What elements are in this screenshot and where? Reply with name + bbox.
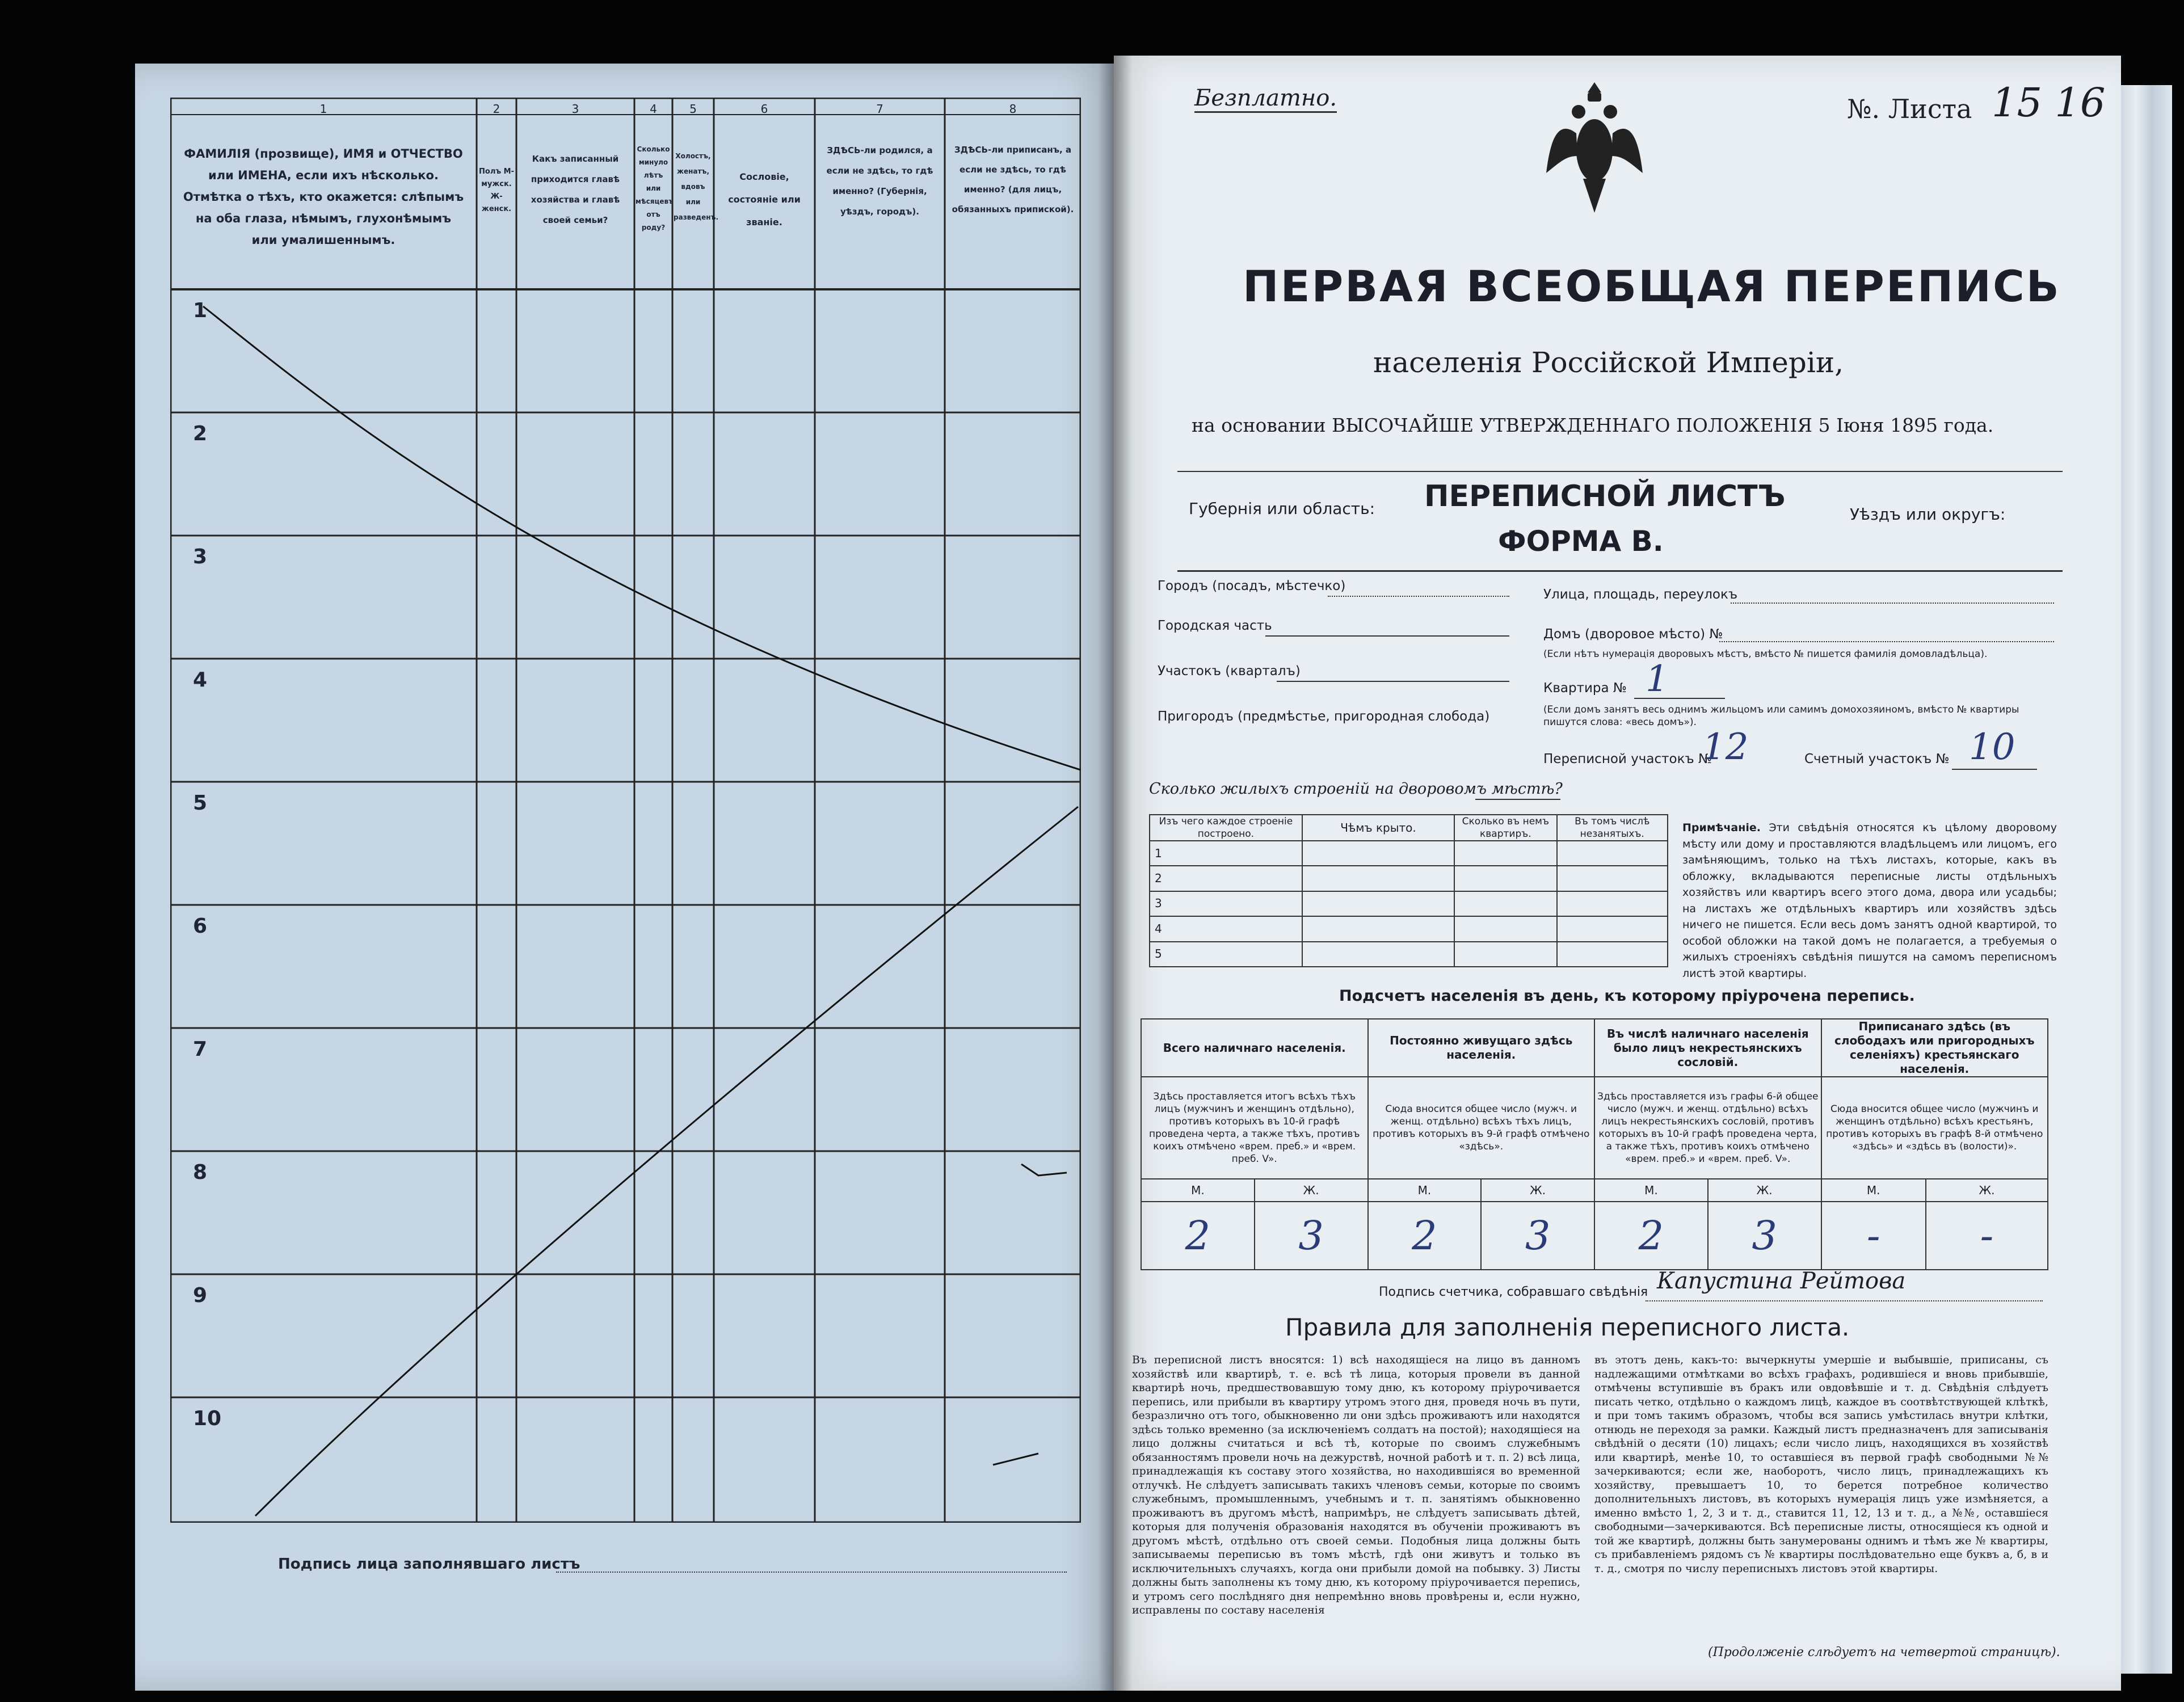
- apartment-note: (Если домъ занятъ весь однимъ жильцомъ или самимъ домохозяиномъ, вмѣсто № квартиры пишутся слова: «весь домъ»).: [1543, 704, 2019, 728]
- tally-m-label: М.: [1368, 1179, 1482, 1202]
- house-note: (Если нѣтъ нумерація дворовыхъ мѣстъ, вмѣсто № пишется фамилія домовладѣльца).: [1543, 648, 1988, 660]
- tally-zh-label: Ж.: [1926, 1179, 2048, 1202]
- header-rule: [1177, 570, 2063, 572]
- column-number: 3: [571, 102, 579, 116]
- rules-title: Правила для заполненія переписного листа.: [1285, 1313, 1850, 1341]
- tally-title: Подсчетъ населенія въ день, къ которому пріурочена перепись.: [1339, 987, 1915, 1005]
- census-area-label: Переписной участокъ №: [1543, 752, 1712, 766]
- sheet-number-handwritten: 15 16: [1992, 79, 2106, 126]
- buildings-header: Въ томъ числѣ незанятыхъ.: [1557, 815, 1668, 841]
- counting-area-value: 10: [1969, 726, 2015, 768]
- tally-value: 2: [1594, 1202, 1708, 1270]
- header-registered-column: ЗДѢСЬ-ли приписанъ, а если не здѣсь, то гдѣ именно? (для лицъ, обязанныхъ припиской).: [952, 145, 1074, 214]
- city-part-field: [1265, 635, 1509, 637]
- buildings-field: [1475, 799, 1560, 800]
- buildings-header: Чѣмъ крыто.: [1302, 815, 1454, 841]
- tally-desc-permanent: Сюда вносится общее число (мужч. и женщ. отдѣльно) всѣхъ тѣхъ лицъ, противъ которыхъ въ 9-й графѣ отмѣчено «здѣсь».: [1368, 1077, 1595, 1179]
- row-number: 7: [193, 1038, 208, 1061]
- row-number: 1: [193, 299, 208, 322]
- note-title: Примѣчаніе.: [1682, 821, 1761, 834]
- house-field: [1719, 641, 2054, 642]
- precinct-label: Участокъ (кварталъ): [1158, 664, 1301, 679]
- apartment-value: 1: [1646, 658, 1669, 700]
- counter-signature-label: Подпись счетчика, собравшаго свѣдѣнія: [1379, 1285, 1648, 1299]
- tally-header-nonpeasant: Въ числѣ наличнаго населенія было лицъ некрестьянскихъ сословій.: [1594, 1019, 1821, 1077]
- header-rule: [1177, 471, 2063, 472]
- book-spine: [1098, 51, 1132, 1696]
- header-age-column: Сколько минуло лѣтъ или мѣсяцевъ отъ роду?: [636, 145, 674, 231]
- tally-value: -: [1926, 1202, 2048, 1270]
- legal-basis: на основании ВЫСОЧАЙШЕ УТВЕРЖДЕННАГО ПОЛОЖЕНІЯ 5 Іюня 1895 года.: [1192, 414, 1994, 436]
- district-label: Уѣздъ или округъ:: [1850, 505, 2006, 524]
- buildings-header: Изъ чего каждое строеніе построено.: [1150, 815, 1302, 841]
- sheet-number-label: №. Листа: [1847, 94, 1972, 124]
- precinct-field: [1277, 681, 1509, 682]
- city-field: [1328, 596, 1509, 597]
- street-label: Улица, площадь, переулокъ: [1543, 587, 1738, 602]
- tally-value: 2: [1368, 1202, 1482, 1270]
- tally-desc-nonpeasant: Здѣсь проставляется изъ графы 6-й общее число (мужч. и женщ. отдѣльно) всѣхъ лицъ некрестьянскихъ сословій, противъ которыхъ въ 10-й графѣ проведена черта, а также тѣхъ, противъ коихъ отмѣчено «врем. преб.» и «врем. преб. V».: [1594, 1077, 1821, 1179]
- tally-value: -: [1821, 1202, 1926, 1270]
- header-birthplace-column: ЗДѢСЬ-ли родился, а если не здѣсь, то гдѣ именно? (Губернія, уѣздъ, городъ).: [826, 145, 933, 217]
- rules-continued-note: (Продолженіе слѣдуетъ на четвертой страницѣ).: [1708, 1645, 2060, 1659]
- census-table-grid: [170, 98, 1081, 1523]
- census-person-table: [170, 98, 1081, 1523]
- apartment-label: Квартира №: [1543, 681, 1627, 696]
- buildings-row-number: 3: [1150, 891, 1302, 916]
- buildings-row-number: 1: [1150, 841, 1302, 866]
- tally-zh-label: Ж.: [1708, 1179, 1821, 1202]
- buildings-row-number: 5: [1150, 942, 1302, 967]
- free-label: Безплатно.: [1194, 85, 1337, 113]
- header-name-column: ФАМИЛІЯ (прозвище), ИМЯ и ОТЧЕСТВО или ИМЕНА, если ихъ нѣсколько. Отмѣтка о тѣхъ, кто окажется: слѣпымъ на оба глаза, нѣмымъ, глухонѣмымъ или умалишеннымъ.: [183, 147, 464, 247]
- column-number: 6: [760, 102, 768, 116]
- column-number: 4: [650, 102, 657, 116]
- tally-value: 3: [1481, 1202, 1594, 1270]
- column-number: 8: [1009, 102, 1017, 116]
- tally-value: 3: [1255, 1202, 1368, 1270]
- province-label: Губернія или область:: [1189, 499, 1375, 518]
- column-number: 5: [689, 102, 697, 116]
- row-number: 3: [193, 545, 208, 568]
- buildings-table: [1149, 814, 1668, 967]
- header-marital-column: Холостъ, женатъ, вдовъ или разведенъ.: [674, 152, 719, 221]
- row-number: 9: [193, 1284, 208, 1307]
- counter-signature-value: Капустина Рейтова: [1657, 1268, 1906, 1294]
- tally-m-label: М.: [1141, 1179, 1255, 1202]
- rules-text-left: Въ переписной листъ вносятся: 1) всѣ находящіеся на лицо въ данномъ хозяйствѣ или квартирѣ, т. е. всѣ тѣ лица, которыя провели въ данной квартирѣ ночь, предшествовавшую тому дню, къ которому пріурочивается перепись, или прибыли въ квартиру утромъ этого дня, проведя ночь въ пути, безразлично отъ того, обыкновенно ли они здѣсь проживаютъ или находятся здѣсь только временно (за исключеніемъ солдатъ на постой); находящіеся на лицо должны считаться и всѣ тѣ, которые по своимъ служебнымъ обязанностямъ провели ночь на дежурствѣ, ночной работѣ и т. п. 2) всѣ лица, принадлежащія къ составу этого хозяйства, но находившіяся во временной отлучкѣ. Не слѣдуетъ записывать такихъ членовъ семьи, которые по своимъ служебнымъ, промышленнымъ, учебнымъ и т. п. занятіямъ обыкновенно проживаютъ въ другомъ мѣстѣ, напримѣръ, не слѣдуетъ записывать дѣтей, которыя для полученія образованія находятся въ обученіи проживаютъ въ другомъ мѣстѣ, отдѣльно отъ своей семьи. Подобныя лица должны быть записываемы переписью въ томъ мѣстѣ, гдѣ они живутъ и только въ исключительныхъ случаяхъ, когда они прибыли домой на побывку. 3) Листы должны быть заполнены къ тому дню, къ которому пріурочивается перепись, и утромъ сего послѣдняго дня непремѣнно вновь провѣрены и, если нужно, исправлены по составу населенія: [1132, 1354, 1580, 1616]
- buildings-row-number: 2: [1150, 866, 1302, 891]
- apartment-field: [1634, 698, 1725, 699]
- street-field: [1731, 603, 2054, 604]
- header-relation-column: Какъ записанный приходится главѣ хозяйства и главѣ своей семьи?: [531, 154, 620, 225]
- tally-desc-total: Здѣсь проставляется итогъ всѣхъ тѣхъ лицъ (мужчинъ и женщинъ отдѣльно), противъ которыхъ въ 10-й графѣ проведена черта, а также тѣхъ, противъ коихъ отмѣчено «врем. преб.» и «врем. преб. V».: [1141, 1077, 1368, 1179]
- suburb-label: Пригородъ (предмѣстье, пригородная слобода): [1158, 709, 1490, 724]
- tally-header-total: Всего наличнаго населенія.: [1141, 1019, 1368, 1077]
- tally-header-permanent: Постоянно живущаго здѣсь населенія.: [1368, 1019, 1595, 1077]
- back-sheets: [2121, 85, 2172, 1674]
- form-subtitle: ФОРМА В.: [1498, 525, 1664, 558]
- rules-text-right: въ этотъ день, какъ-то: вычеркнуты умершіе и выбывшіе, приписаны, съ надлежащими отмѣтками во всѣхъ графахъ, родившіеся и вновь прибывшіе, отмѣчены вступившіе въ бракъ или овдовѣвшіе и т. д. Свѣдѣнія слѣдуетъ писать четко, отдѣльно о каждомъ лицѣ, каждое въ соотвѣтствующей клѣткѣ, и при томъ такимъ образомъ, чтобы вся запись умѣстилась внутри клѣтки, отнюдь не переходя за рамки. Каждый листъ предназначенъ для записыванія свѣдѣній о десяти (10) лицахъ; если число лицъ, находящихся въ хозяйствѣ или квартирѣ, менѣе 10, то оставшіеся въ первой графѣ свободными №№ зачеркиваются; если же, наоборотъ, число лицъ, принадлежащихъ къ хозяйству, превышаетъ 10, то берется потребное количество дополнительныхъ листовъ, въ которыхъ нумерація лицъ уже измѣняется, а именно вмѣсто 1, 2, 3 и т. д., ставится 11, 12, 13 и т. д., а №№, оставшіеся свободными—зачеркиваются. Всѣ переписные листы, относящіеся къ одной и той же квартирѣ, должны быть занумерованы однимъ и тѣмъ же № квартиры, съ прибавленіемъ рядомъ съ № квартиры послѣдовательно еще буквъ а, б, в и т. д., смотря по числу переписныхъ листовъ этой квартиры.: [1594, 1354, 2048, 1575]
- header-estate-column: Сословіе, состояніе или званіе.: [728, 171, 801, 228]
- city-label: Городъ (посадъ, мѣстечко): [1158, 579, 1346, 593]
- buildings-row-number: 4: [1150, 916, 1302, 941]
- tally-m-label: М.: [1821, 1179, 1926, 1202]
- counting-area-label: Счетный участокъ №: [1804, 752, 1950, 766]
- counting-area-field: [1952, 769, 2037, 770]
- column-number: 2: [493, 102, 500, 116]
- page-subtitle: населенія Россійской Имперіи,: [1373, 346, 1844, 379]
- buildings-question: Сколько жилыхъ строеній на дворовомъ мѣстѣ?: [1149, 780, 1563, 798]
- house-label: Домъ (дворовое мѣсто) №: [1543, 627, 1723, 642]
- row-number: 8: [193, 1161, 208, 1184]
- header-sex-column: Полъ М-мужск. Ж-женск.: [479, 167, 514, 213]
- tally-header-peasant: Приписанаго здѣсь (въ слободахъ или пригородныхъ селеніяхъ) крестьянскаго населенія.: [1821, 1019, 2048, 1077]
- form-title: ПЕРЕПИСНОЙ ЛИСТЪ: [1424, 479, 1786, 513]
- tally-value: 2: [1141, 1202, 1255, 1270]
- column-number: 1: [319, 102, 327, 116]
- row-number: 6: [193, 915, 208, 938]
- row-number: 2: [193, 422, 208, 445]
- tally-desc-peasant: Сюда вносится общее число (мужчинъ и женщинъ отдѣльно) всѣхъ крестьянъ, противъ которыхъ въ графѣ 8-й отмѣчено «здѣсь» и «здѣсь въ (волости)».: [1821, 1077, 2048, 1179]
- row-number: 5: [193, 791, 208, 815]
- row-number: 10: [193, 1407, 222, 1430]
- tally-value: 3: [1708, 1202, 1821, 1270]
- tally-zh-label: Ж.: [1481, 1179, 1594, 1202]
- counter-signature-line: [1646, 1300, 2043, 1301]
- census-area-value: 12: [1702, 726, 1749, 768]
- note-text: Эти свѣдѣнія относятся къ цѣлому дворовому мѣсту или дому и проставляются владѣльцемъ или лицомъ, его замѣняющимъ, только на тѣхъ листахъ, которые, какъ въ обложку, вкладываются переписные листы отдѣльныхъ хозяйствъ или квартиръ всего этого дома, двора или усадьбы; на листахъ же отдѣльныхъ квартиръ или хозяйствъ здѣсь ничего не пишется. Если весь домъ занятъ одной квартирой, то особой обложки на такой домъ не полагается, а требуемыя о жилыхъ строеніяхъ свѣдѣнія пишутся на самомъ переписномъ листѣ этой квартиры.: [1682, 821, 2057, 980]
- double-headed-eagle-emblem: [1543, 77, 1646, 230]
- left-signature-line: [556, 1572, 1067, 1573]
- buildings-note: [1682, 820, 2057, 981]
- column-number: 7: [876, 102, 883, 116]
- tally-table: [1141, 1018, 2048, 1270]
- city-part-label: Городская часть: [1158, 618, 1272, 633]
- tally-zh-label: Ж.: [1255, 1179, 1368, 1202]
- tally-m-label: М.: [1594, 1179, 1708, 1202]
- left-signature-label: Подпись лица заполнявшаго листъ: [278, 1556, 580, 1573]
- row-number: 4: [193, 668, 208, 692]
- buildings-header: Сколько въ немъ квартиръ.: [1454, 815, 1556, 841]
- page-title: ПЕРВАЯ ВСЕОБЩАЯ ПЕРЕПИСЬ: [1243, 261, 2061, 311]
